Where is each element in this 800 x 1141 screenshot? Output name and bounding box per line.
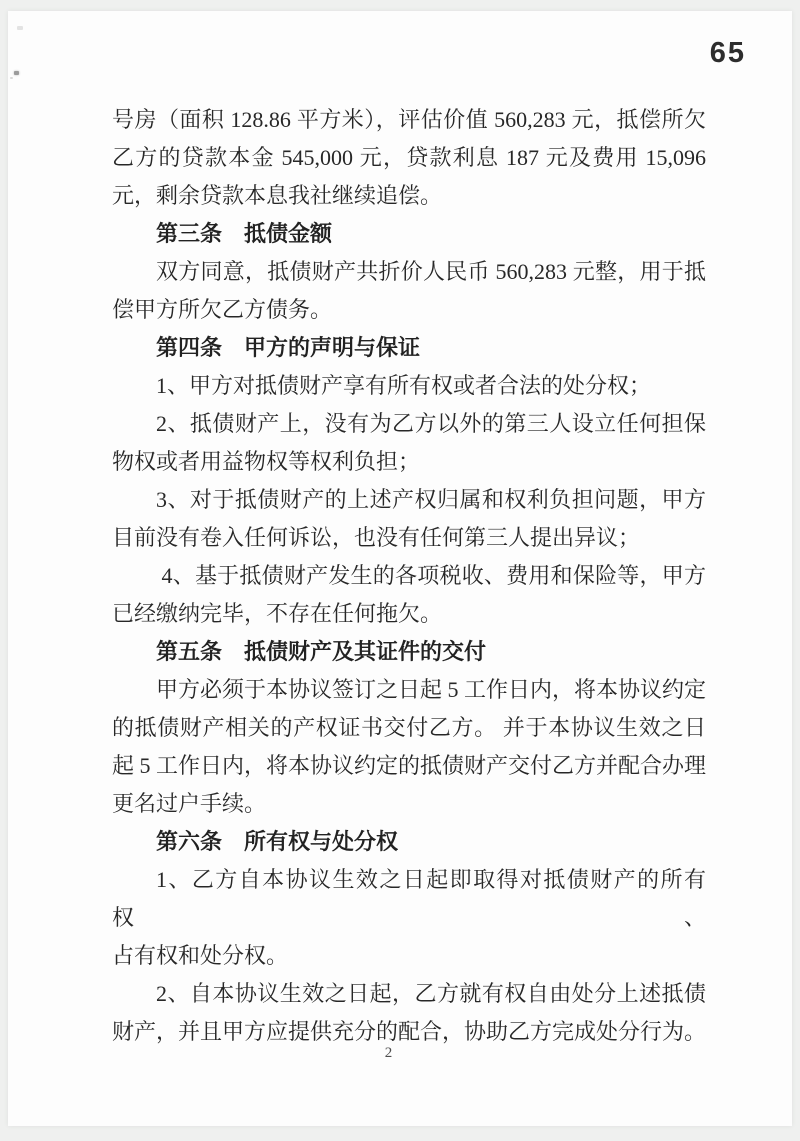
contract-line: 目前没有卷入任何诉讼，也没有任何第三人提出异议；	[112, 525, 641, 550]
contract-line: 甲方必须于本协议签订之日起 5 工作日内，将本协议约定	[156, 677, 707, 702]
contract-line: 已经缴纳完毕，不存在任何拖欠。	[112, 601, 443, 626]
contract-line: 1、乙方自本协议生效之日起即取得对抵债财产的所有权、	[112, 867, 706, 930]
contract-line: 3、对于抵债财产的上述产权归属和权利负担问题，甲方	[156, 487, 706, 512]
contract-body	[112, 101, 706, 1051]
contract-line: 物权或者用益物权等权利负担；	[112, 449, 421, 474]
document-page	[8, 11, 792, 1126]
contract-line: 偿甲方所欠乙方债务。	[112, 297, 333, 322]
contract-line: 占有权和处分权。	[112, 943, 289, 968]
scan-speck	[10, 77, 13, 79]
article-heading: 第三条 抵债金额	[156, 221, 333, 246]
article-heading: 第四条 甲方的声明与保证	[156, 335, 421, 360]
contract-line: 起 5 工作日内，将本协议约定的抵债财产交付乙方并配合办理	[112, 753, 707, 778]
article-heading: 第五条 抵债财产及其证件的交付	[156, 639, 487, 664]
contract-line: 更名过户手续。	[112, 791, 267, 816]
contract-line: 双方同意，抵债财产共折价人民币 560,283 元整，用于抵	[156, 259, 706, 284]
contract-line: 元，剩余贷款本息我社继续追偿。	[112, 183, 443, 208]
contract-line: 1、甲方对抵债财产享有所有权或者合法的处分权；	[156, 373, 652, 398]
contract-line: 2、自本协议生效之日起，乙方就有权自由处分上述抵债	[156, 981, 706, 1006]
scan-speck	[14, 71, 19, 75]
contract-line: 的抵债财产相关的产权证书交付乙方。 并于本协议生效之日	[112, 715, 706, 740]
page-corner-number: 65	[709, 37, 746, 69]
contract-line: 2、抵债财产上，没有为乙方以外的第三人设立任何担保	[156, 411, 706, 436]
article-heading: 第六条 所有权与处分权	[156, 829, 399, 854]
contract-line: 财产，并且甲方应提供充分的配合，协助乙方完成处分行为。	[112, 1019, 707, 1044]
scan-speck	[17, 26, 23, 30]
contract-line: 乙方的贷款本金 545,000 元，贷款利息 187 元及费用 15,096	[112, 145, 706, 170]
page-footer-number: 2	[384, 1045, 394, 1061]
contract-line: 4、基于抵债财产发生的各项税收、费用和保险等，甲方	[161, 563, 706, 588]
contract-line: 号房（面积 128.86 平方米），评估价值 560,283 元，抵偿所欠	[112, 107, 706, 132]
